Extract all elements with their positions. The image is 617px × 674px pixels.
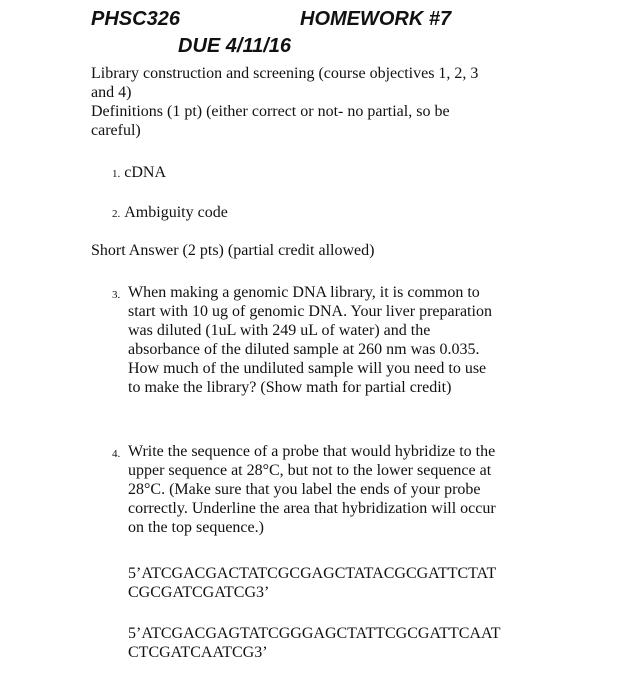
- question-4-number: 4.: [112, 448, 121, 460]
- lower-sequence-line-2: CTCGATCAATCG3’: [128, 644, 268, 661]
- question-3-line: to make the library? (Show math for partial credit): [128, 379, 452, 396]
- question-4: [128, 442, 558, 537]
- definition-term-2: Ambiguity code: [124, 204, 228, 221]
- definition-term-1: cDNA: [124, 164, 167, 181]
- question-4-line: upper sequence at 28°C, but not to the lower sequence at: [128, 462, 492, 479]
- question-3-line: start with 10 ug of genomic DNA. Your liver preparation: [128, 303, 492, 320]
- due-date: DUE 4/11/16: [178, 35, 292, 57]
- lower-sequence-line-1: 5’ATCGACGAGTATCGGGAGCTATTCGCGATTCAAT: [128, 625, 501, 642]
- definition-number-2: 2.: [112, 208, 121, 220]
- question-4-line: correctly. Underline the area that hybridization will occur: [128, 500, 496, 517]
- question-3: [128, 283, 558, 397]
- definition-item-1: [112, 163, 166, 184]
- question-3-line: absorbance of the diluted sample at 260 nm was 0.035.: [128, 341, 480, 358]
- question-3-line: When making a genomic DNA library, it is common to: [128, 284, 480, 301]
- definitions-line-2: careful): [91, 122, 141, 139]
- short-answer-heading: Short Answer (2 pts) (partial credit allowed): [91, 242, 375, 259]
- course-code: PHSC326: [91, 8, 180, 30]
- upper-sequence-line-1: 5’ATCGACGACTATCGCGAGCTATACGCGATTCTAT: [128, 565, 497, 582]
- question-3-line: How much of the undiluted sample will you need to use: [128, 360, 487, 377]
- question-4-line: 28°C. (Make sure that you label the ends of your probe: [128, 481, 481, 498]
- definitions-line-1: Definitions (1 pt) (either correct or not- no partial, so be: [91, 103, 450, 120]
- homework-title: HOMEWORK #7: [300, 8, 452, 30]
- intro-line-2: and 4): [91, 84, 132, 101]
- upper-sequence-line-2: CGCGATCGATCG3’: [128, 584, 270, 601]
- intro-paragraph: [91, 64, 561, 140]
- question-4-line: Write the sequence of a probe that would hybridize to the: [128, 443, 496, 460]
- question-3-number: 3.: [112, 289, 121, 301]
- definition-number-1: 1.: [112, 168, 121, 180]
- question-4-line: on the top sequence.): [128, 519, 264, 536]
- question-3-line: was diluted (1uL with 249 uL of water) and the: [128, 322, 431, 339]
- lower-sequence: [128, 624, 588, 662]
- upper-sequence: [128, 564, 588, 602]
- definition-item-2: [112, 203, 228, 224]
- intro-line-1: Library construction and screening (course objectives 1, 2, 3: [91, 65, 479, 82]
